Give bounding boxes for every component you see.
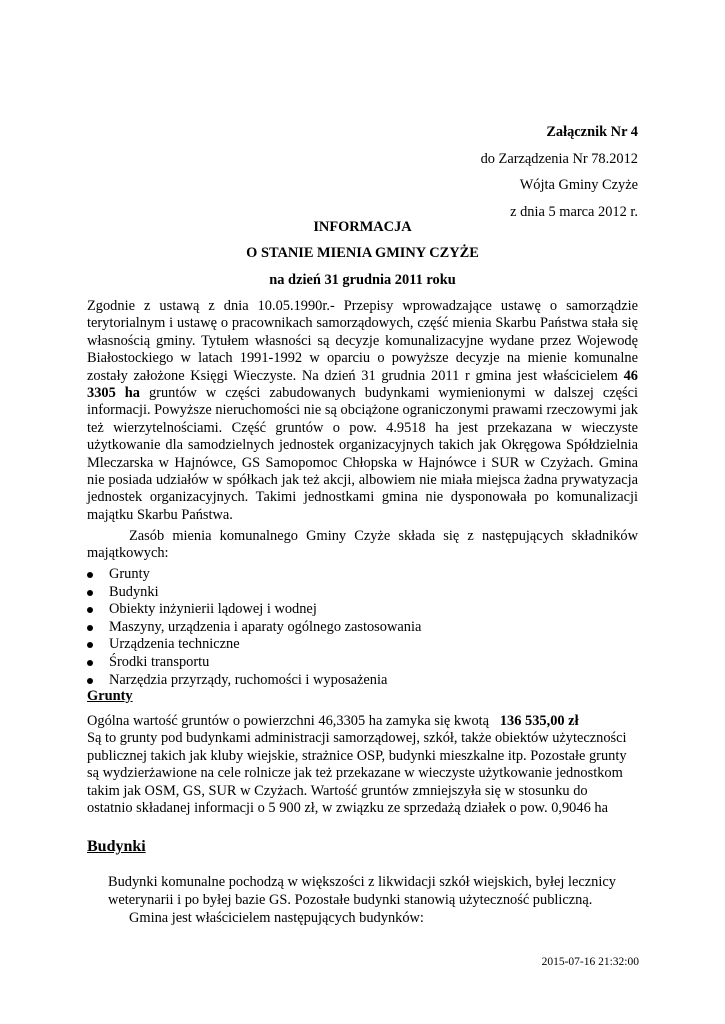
list-item: Środki transportu bbox=[87, 654, 421, 672]
budynki-heading: Budynki bbox=[87, 838, 146, 855]
attachment-header bbox=[481, 119, 638, 225]
list-item: Budynki bbox=[87, 584, 421, 602]
assets-intro-paragraph: Zasób mienia komunalnego Gminy Czyże składa się z następujących składników majątkowych: bbox=[87, 528, 638, 562]
grunty-line: publicznej takich jak kluby wiejskie, strażnice OSP, budynki mieszkalne itp. Pozostałe grunty bbox=[87, 747, 627, 764]
grunty-line: są wydzierżawione na cele rolnicze jak też przekazane w wieczyste użytkowanie jednostkom bbox=[87, 765, 623, 782]
bullet-icon bbox=[87, 642, 93, 648]
grunty-line: takim jak OSM, GS, SUR w Czyżach. Wartość gruntów zmniejszyła się w stosunku do bbox=[87, 782, 588, 799]
grunty-section bbox=[87, 713, 647, 817]
grunty-line: Są to grunty pod budynkami administracji samorządowej, szkół, także obiektów użyteczności bbox=[87, 730, 627, 747]
footer-timestamp: 2015-07-16 21:32:00 bbox=[541, 956, 639, 968]
budynki-line: weterynarii i po byłej bazie GS. Pozostałe budynki stanowią użyteczność publiczną. bbox=[108, 892, 593, 908]
document-date-line: na dzień 31 grudnia 2011 roku bbox=[269, 272, 456, 288]
intro-text-2: gruntów w części zabudowanych budynkami wymienionymi w dalszej części informacji. Powyższe nieruchomości nie są obciążone ograniczonymi prawami rzeczowymi jak też wierzytelnościami. Część gruntów o pow. 4.9518 ha jest przekazana w wieczyste użytkowanie dla samodzielnych jednostek organizacyjnych takich jak Okręgowa Spółdzielnia Mleczarska w Hajnówce, GS Samopomoc Chłopska w Hajnówce i SUR w Czyżach. Gmina nie posiada udziałów w spółkach jak też akcji, albowiem nie miała miejsca żadna prywatyzacja jednostek organizacyjnych. Takimi jednostkami gmina nie dysponowała po komunalizacji majątku Skarbu Państwa. bbox=[87, 385, 639, 523]
document-title: INFORMACJA bbox=[313, 219, 412, 235]
intro-text-1: Zgodnie z ustawą z dnia 10.05.1990r.- Przepisy wprowadzające ustawę o samorządzie terytorialnym i ustawę o pracownikach samorządowych, część mienia Skarbu Państwa stała się własnością gminy. Tytułem własności są decyzje komunalizacyjne wydane przez Wojewodę Białostockiego w latach 1991-1992 w oparciu o powyższe decyzje na mienie komunalne zostały założone Księgi Wieczyste. Na dzień 31 grudnia 2011 r gmina jest właścicielem bbox=[87, 298, 638, 384]
list-item: Urządzenia techniczne bbox=[87, 636, 421, 654]
regulation-date: z dnia 5 marca 2012 r. bbox=[510, 203, 638, 220]
list-item: Narzędzia przyrządy, ruchomości i wyposażenia bbox=[87, 672, 421, 690]
issuer: Wójta Gminy Czyże bbox=[519, 177, 638, 193]
attachment-number: Załącznik Nr 4 bbox=[546, 124, 638, 140]
list-item: Obiekty inżynierii lądowej i wodnej bbox=[87, 601, 421, 619]
bullet-icon bbox=[87, 660, 93, 666]
bullet-icon bbox=[87, 625, 93, 631]
bullet-icon bbox=[87, 572, 93, 578]
bullet-icon bbox=[87, 678, 93, 684]
document-subtitle: O STANIE MIENIA GMINY CZYŻE bbox=[246, 245, 479, 261]
grunty-value-line: Ogólna wartość gruntów o powierzchni 46,3305 ha zamyka się kwotą 136 535,00 zł bbox=[87, 713, 579, 729]
bullet-icon bbox=[87, 607, 93, 613]
budynki-line: Gmina jest właścicielem następujących budynków: bbox=[129, 910, 424, 926]
budynki-line: Budynki komunalne pochodzą w większości z likwidacji szkół wiejskich, byłej lecznicy bbox=[108, 874, 616, 890]
regulation-reference: do Zarządzenia Nr 78.2012 bbox=[480, 150, 638, 167]
budynki-section bbox=[108, 873, 648, 927]
intro-area-bold: 46 3305 ha bbox=[87, 367, 638, 402]
grunty-value-amount: 136 535,00 zł bbox=[499, 713, 579, 729]
grunty-line: ostatnio składanej informacji o 5 900 zł, w związku ze sprzedażą działek o pow. 0,9046 ha bbox=[87, 800, 608, 817]
intro-paragraph bbox=[87, 298, 638, 524]
grunty-heading: Grunty bbox=[87, 688, 133, 704]
bullet-icon bbox=[87, 590, 93, 596]
list-item: Grunty bbox=[87, 566, 421, 584]
assets-list bbox=[87, 566, 421, 689]
list-item: Maszyny, urządzenia i aparaty ogólnego zastosowania bbox=[87, 619, 421, 637]
